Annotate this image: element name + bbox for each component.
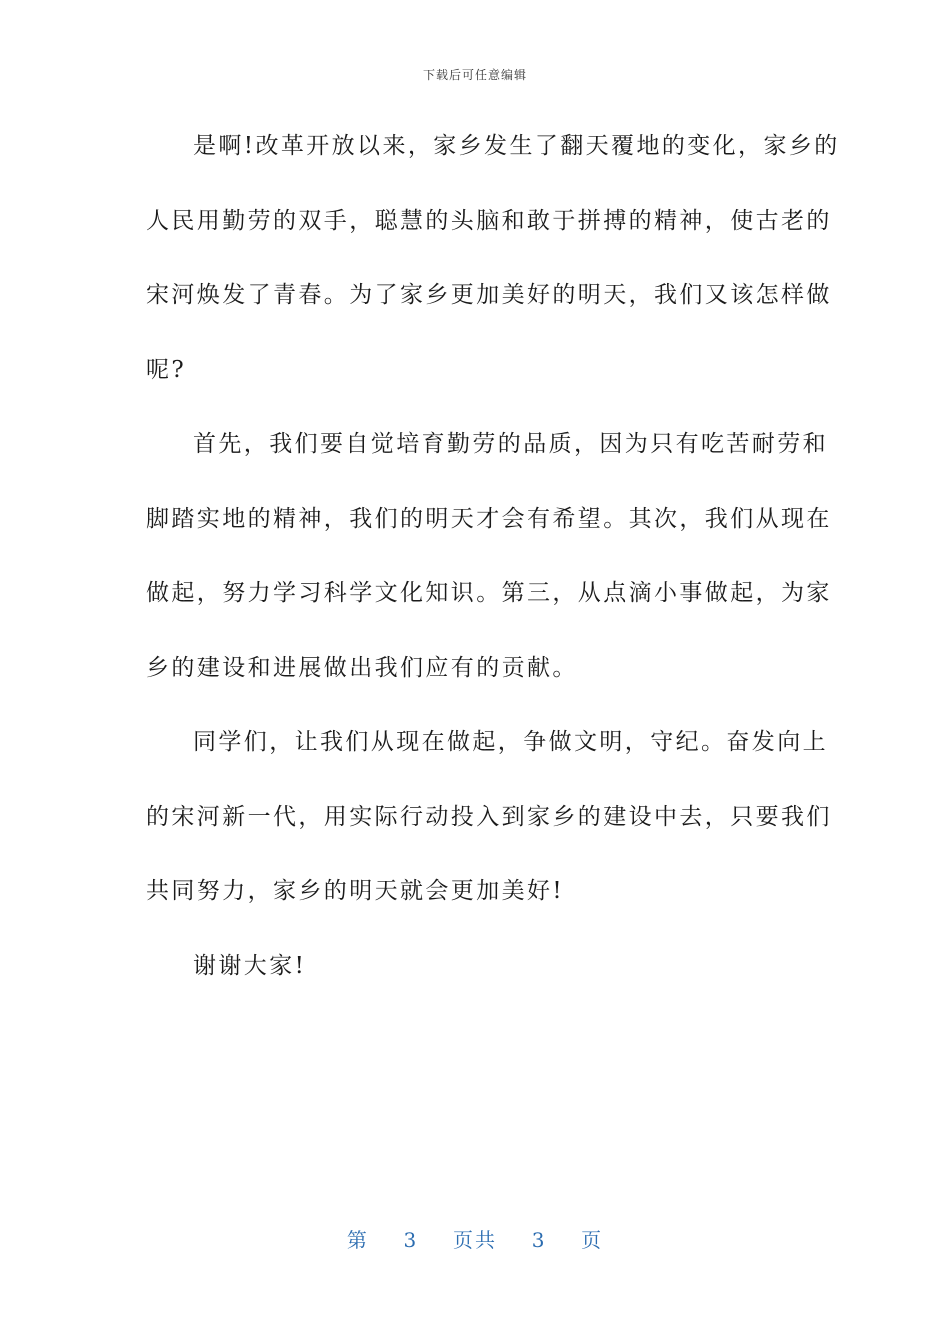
- text-line: 共同努力，家乡的明天就会更加美好!: [146, 878, 565, 904]
- text-line: 首先，我们要自觉培育勤劳的品质，因为只有吃苦耐劳和: [193, 431, 828, 457]
- paragraph: [146, 717, 832, 941]
- text-line: 是啊!改革开放以来，家乡发生了翻天覆地的变化，家乡的: [193, 133, 840, 159]
- text-line: 做起，努力学习科学文化知识。第三，从点滴小事做起，为家: [146, 580, 832, 606]
- paragraph: [146, 419, 832, 717]
- text-line: 的宋河新一代，用实际行动投入到家乡的建设中去，只要我们: [146, 803, 832, 830]
- text-line: 谢谢大家!: [193, 952, 307, 979]
- text-line: 人民用勤劳的双手，聪慧的头脑和敢于拼搏的精神，使古老的: [146, 207, 832, 234]
- page-label-prefix: 第: [346, 1228, 369, 1252]
- text-line: 乡的建设和进展做出我们应有的贡献。: [146, 654, 578, 681]
- page-footer: [0, 1224, 950, 1253]
- total-pages-number: 3: [531, 1228, 547, 1252]
- text-line: 呢?: [146, 356, 187, 383]
- paragraph: [146, 121, 840, 419]
- text-line: 同学们，让我们从现在做起，争做文明，守纪。奋发向上: [193, 729, 828, 755]
- document-body: [146, 121, 840, 1015]
- page-label-suffix: 页: [581, 1228, 604, 1252]
- paragraph: [146, 941, 796, 1016]
- page-label-middle: 页共: [453, 1228, 497, 1252]
- text-line: 宋河焕发了青春。为了家乡更加美好的明天，我们又该怎样做: [146, 282, 832, 308]
- page-header: 下载后可任意编辑: [422, 68, 527, 82]
- text-line: 脚踏实地的精神，我们的明天才会有希望。其次，我们从现在: [146, 505, 832, 532]
- current-page-number: 3: [403, 1228, 419, 1252]
